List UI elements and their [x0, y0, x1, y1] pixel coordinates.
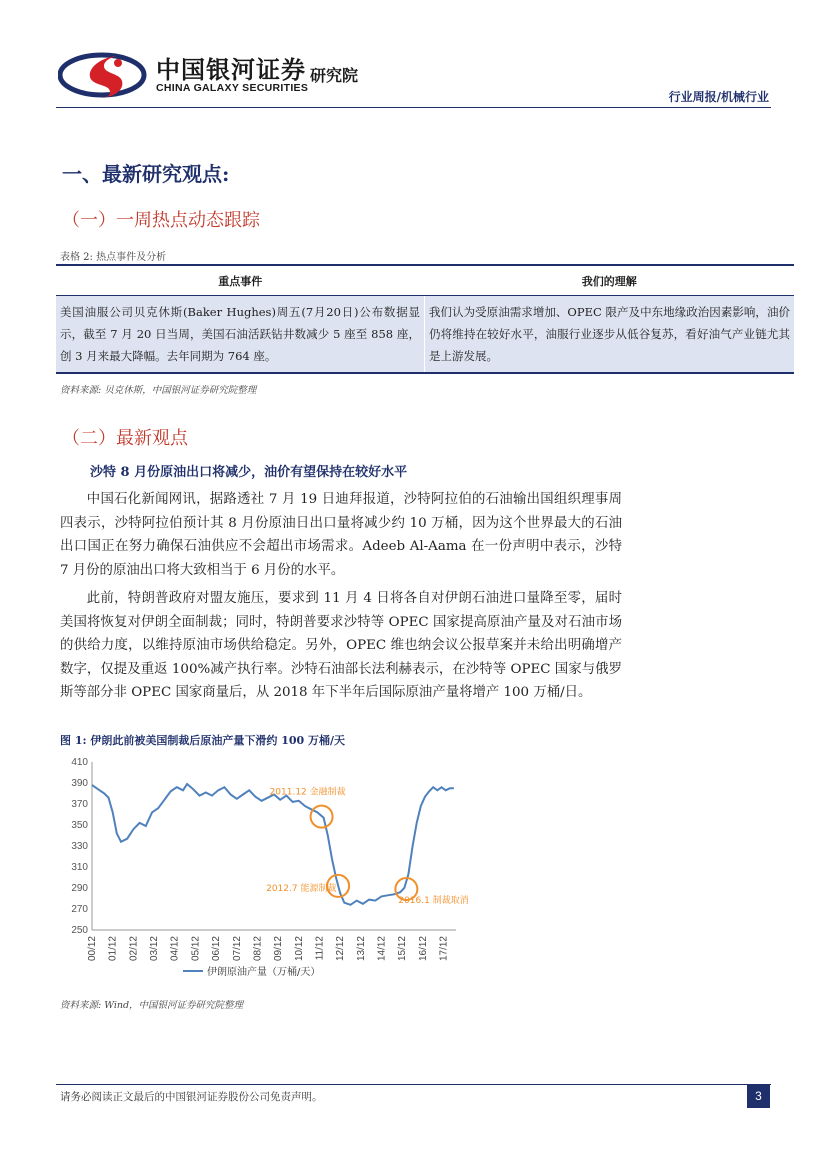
x-tick-label: 04/12	[169, 936, 181, 962]
annotations	[266, 786, 469, 906]
section-title: 一、最新研究观点:	[62, 162, 230, 186]
x-tick-label: 17/12	[438, 936, 450, 962]
report-type: 行业周报/机械行业	[668, 90, 769, 104]
x-tick-label: 15/12	[397, 936, 409, 962]
figure-caption: 图 1: 伊朗此前被美国制裁后原油产量下滑约 100 万桶/天	[60, 734, 346, 747]
x-tick-label: 03/12	[149, 936, 161, 962]
table-row	[56, 296, 794, 374]
chart-legend	[183, 965, 320, 978]
x-tick-label: 09/12	[273, 936, 285, 962]
article-title: 沙特 8 月份原油出口将减少，油价有望保持在较好水平	[90, 465, 408, 480]
x-axis	[87, 930, 456, 961]
y-tick-label: 290	[71, 883, 88, 894]
logo-chinese-name: 中国银河证券	[156, 56, 306, 84]
x-tick-label: 10/12	[293, 936, 305, 962]
y-tick-label: 310	[71, 862, 88, 873]
footer-divider	[56, 1084, 771, 1085]
x-tick-label: 05/12	[190, 936, 202, 962]
x-tick-label: 00/12	[87, 936, 98, 962]
subsection-title-2: （二）最新观点	[62, 428, 188, 449]
logo-english-name: CHINA GALAXY SECURITIES	[156, 82, 309, 94]
page-number: 3	[747, 1085, 770, 1108]
iran-oil-production-chart	[56, 752, 476, 992]
hot-events-table	[56, 264, 794, 374]
y-tick-label: 350	[71, 820, 88, 831]
x-tick-label: 14/12	[376, 936, 388, 962]
x-tick-label: 12/12	[335, 936, 347, 962]
x-tick-label: 01/12	[107, 936, 119, 962]
disclaimer-note: 请务必阅读正文最后的中国银河证券股份公司免责声明。	[60, 1091, 323, 1103]
y-tick-label: 390	[71, 778, 88, 789]
x-tick-label: 08/12	[252, 936, 264, 962]
figure-source: 资料来源: Wind，中国银河证券研究院整理	[60, 1000, 244, 1011]
x-tick-label: 07/12	[231, 936, 243, 962]
y-tick-label: 270	[71, 904, 88, 915]
x-tick-label: 13/12	[355, 936, 367, 962]
annotation-label: 2016.1 制裁取消	[398, 896, 469, 907]
galaxy-logo-icon	[58, 50, 148, 100]
x-tick-label: 02/12	[128, 936, 140, 962]
logo-institute: 研究院	[310, 66, 359, 85]
annotation-label: 2011.12 金融制裁	[269, 787, 346, 798]
x-tick-label: 16/12	[417, 936, 429, 962]
table-caption: 表格 2: 热点事件及分析	[60, 252, 167, 263]
paragraph-2: 此前，特朗普政府对盟友施压，要求到 11 月 4 日将各自对伊朗石油进口量降至零，届时美国将恢复对伊朗全面制裁；同时，特朗普要求沙特等 OPEC 国家提高原油产量及对石油市场的供给力度，以维持原油市场供给稳定。另外，OPEC 维也纳会议公报草案并未给出明确增产数字，仅提及重返 100%减产执行率。沙特石油部长法利赫表示，在沙特等 OPEC 国家与俄罗斯等部分非 OPEC 国家商量后，从 2018 年下半年后国际原油产量将增产 100 万桶/日。	[60, 591, 622, 700]
legend-label: 伊朗原油产量（万桶/天）	[207, 967, 321, 978]
annotation-label: 2012.7 能源制裁	[266, 883, 337, 894]
y-axis	[71, 757, 92, 936]
table-source: 资料来源: 贝克休斯，中国银河证券研究院整理	[60, 385, 257, 396]
table-header-event: 重点事件	[56, 265, 425, 296]
table-cell-event: 美国油服公司贝克休斯(Baker Hughes)周五(7月20日)公布数据显示，截至 7 月 20 日当周，美国石油活跃钻井数减少 5 座至 858 座，创 3 月来最大降幅。去年同期为 764 座。	[56, 296, 425, 374]
y-tick-label: 250	[71, 925, 88, 936]
x-tick-label: 06/12	[211, 936, 223, 962]
company-logo	[36, 42, 359, 104]
table-cell-analysis: 我们认为受原油需求增加、OPEC 限产及中东地缘政治因素影响，油价仍将维持在较好水平，油服行业逐步从低谷复苏，看好油气产业链尤其是上游发展。	[425, 296, 795, 374]
y-tick-label: 370	[71, 799, 88, 810]
table-header-analysis: 我们的理解	[425, 265, 795, 296]
header-divider	[56, 107, 771, 108]
x-tick-label: 11/12	[314, 936, 326, 961]
paragraph-1: 中国石化新闻网讯，据路透社 7 月 19 日迪拜报道，沙特阿拉伯的石油输出国组织理事周四表示，沙特阿拉伯预计其 8 月份原油日出口量将减少约 10 万桶，因为这个世界最大的石油出口国正在努力确保石油供应不会超出市场需求。Adeeb Al-Aama 在一份声明中表示，沙特 7 月份的原油出口将大致相当于 6 月份的水平。	[60, 492, 622, 578]
y-tick-label: 410	[71, 757, 88, 768]
y-tick-label: 330	[71, 841, 88, 852]
subsection-title-1: （一）一周热点动态跟踪	[62, 210, 260, 231]
